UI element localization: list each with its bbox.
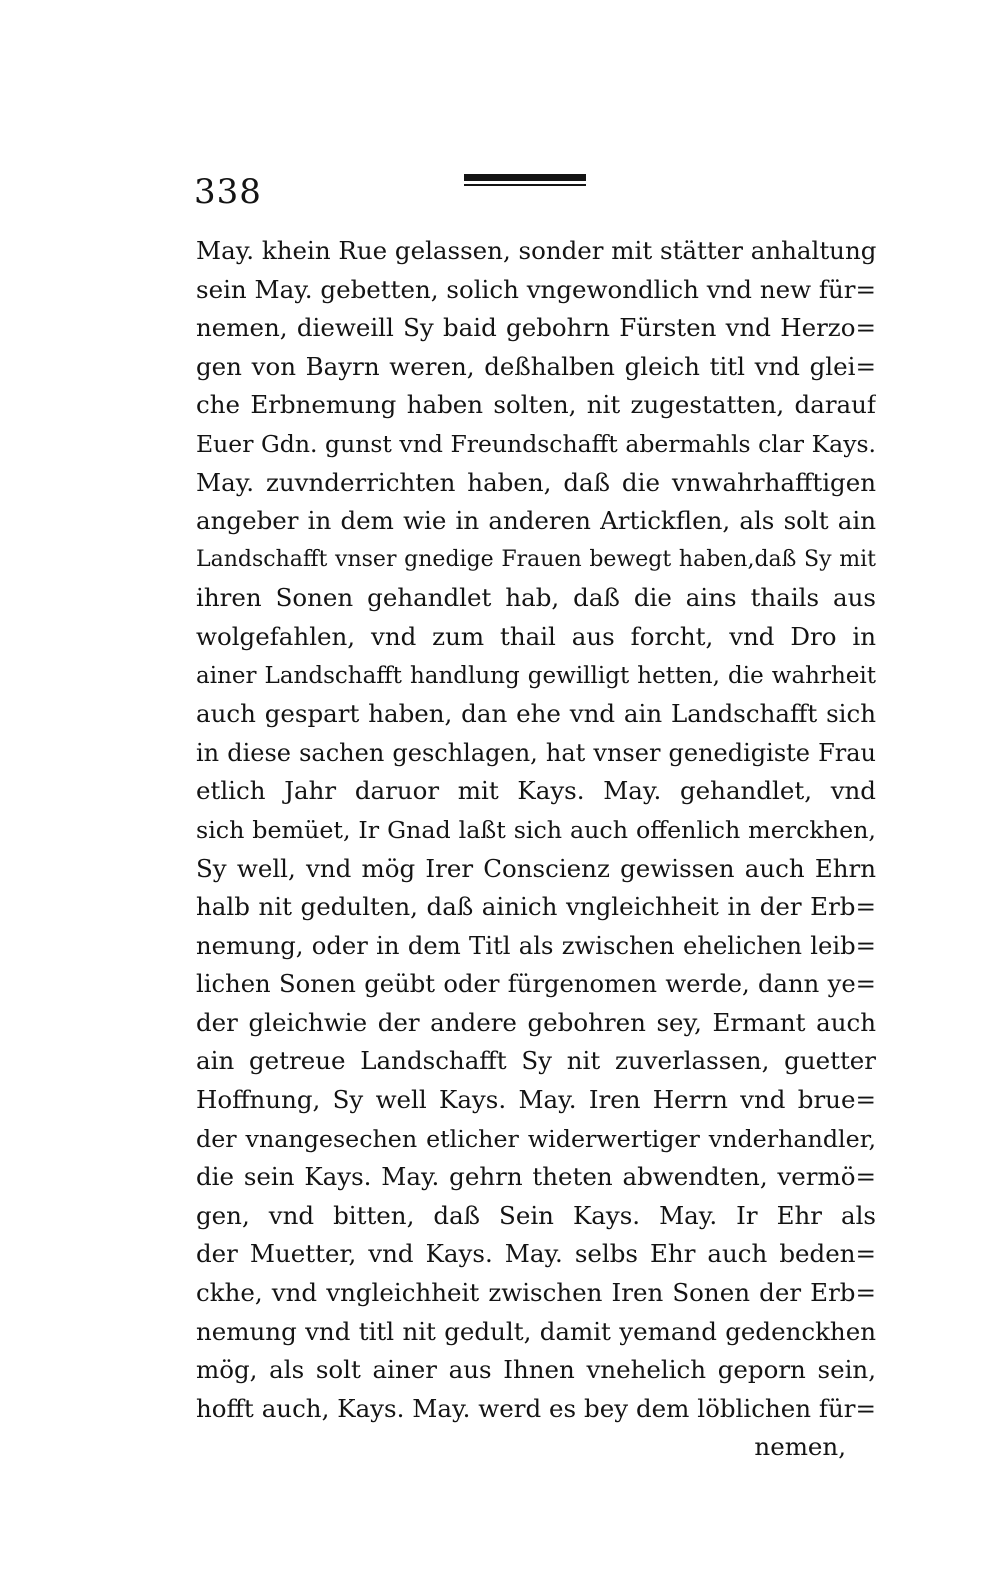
text-line: ihren Sonen gehandlet hab, daß die ains thails aus [196, 583, 876, 613]
page-number: 338 [194, 172, 262, 212]
text-line: gen, vnd bitten, daß Sein Kays. May. Ir Ehr als [196, 1200, 876, 1230]
text-line: ckhe, vnd vngleichheit zwischen Iren Sonen der Erb= [196, 1278, 876, 1308]
text-line: hofft auch, Kays. May. werd es bey dem löblichen für= [196, 1393, 876, 1423]
text-line: in diese sachen geschlagen, hat vnser genedigiste Frau [196, 738, 876, 767]
text-line: ainer Landschafft handlung gewilligt hetten, die wahrheit [196, 662, 876, 689]
text-line: etlich Jahr daruor mit Kays. May. gehandlet, vnd [196, 776, 876, 806]
text-line: nemung vnd titl nit gedult, damit yemand gedenckhen [196, 1316, 876, 1346]
text-line: gen von Bayrn weren, deßhalben gleich titl vnd glei= [196, 351, 876, 381]
text-line: die sein Kays. May. gehrn theten abwendten, vermö= [196, 1162, 876, 1192]
text-line: Sy well, vnd mög Irer Conscienz gewissen auch Ehrn [196, 853, 876, 883]
text-line: der gleichwie der andere gebohren sey, Ermant auch [196, 1007, 876, 1037]
text-line: der vnangesechen etlicher widerwertiger vnderhandler, [196, 1124, 876, 1153]
text-line: nemen, dieweill Sy baid gebohrn Fürsten vnd Herzo= [196, 313, 876, 343]
text-line: sich bemüet, Ir Gnad laßt sich auch offenlich merckhen, [196, 815, 876, 844]
header-rule [464, 172, 586, 188]
header-rule-thick-bar [464, 174, 586, 181]
text-line: mög, als solt ainer aus Ihnen vnehelich geporn sein, [196, 1355, 876, 1385]
text-line: May. khein Rue gelassen, sonder mit stätter anhaltung [196, 236, 876, 265]
text-line: che Erbnemung haben solten, nit zugestatten, darauf [196, 390, 876, 420]
text-line: halb nit gedulten, daß ainich vngleichheit in der Erb= [196, 892, 876, 922]
text-line: Hoffnung, Sy well Kays. May. Iren Herrn vnd brue= [196, 1085, 876, 1115]
text-line: Euer Gdn. gunst vnd Freundschafft abermahls clar Kays. [196, 429, 876, 458]
text-line: angeber in dem wie in anderen Artickflen, als solt ain [196, 506, 876, 536]
text-line: sein May. gebetten, solich vngewondlich vnd new für= [196, 274, 876, 304]
text-line: wolgefahlen, vnd zum thail aus forcht, vnd Dro in [196, 621, 876, 651]
text-line: nemung, oder in dem Titl als zwischen ehelichen leib= [196, 930, 876, 960]
body-text [196, 232, 876, 1467]
text-line: May. zuvnderrichten haben, daß die vnwahrhafftigen [196, 467, 876, 497]
catchword: nemen, [754, 1432, 846, 1462]
text-line: Landschafft vnser gnedige Frauen bewegt haben,daß Sy mit [196, 546, 876, 572]
text-line: lichen Sonen geübt oder fürgenomen werde, dann ye= [196, 969, 876, 999]
text-line: ain getreue Landschafft Sy nit zuverlassen, guetter [196, 1046, 876, 1076]
text-line: der Muetter, vnd Kays. May. selbs Ehr auch beden= [196, 1239, 876, 1269]
text-line: auch gespart haben, dan ehe vnd ain Landschafft sich [196, 699, 876, 729]
header-rule-thin-bar [464, 184, 586, 186]
